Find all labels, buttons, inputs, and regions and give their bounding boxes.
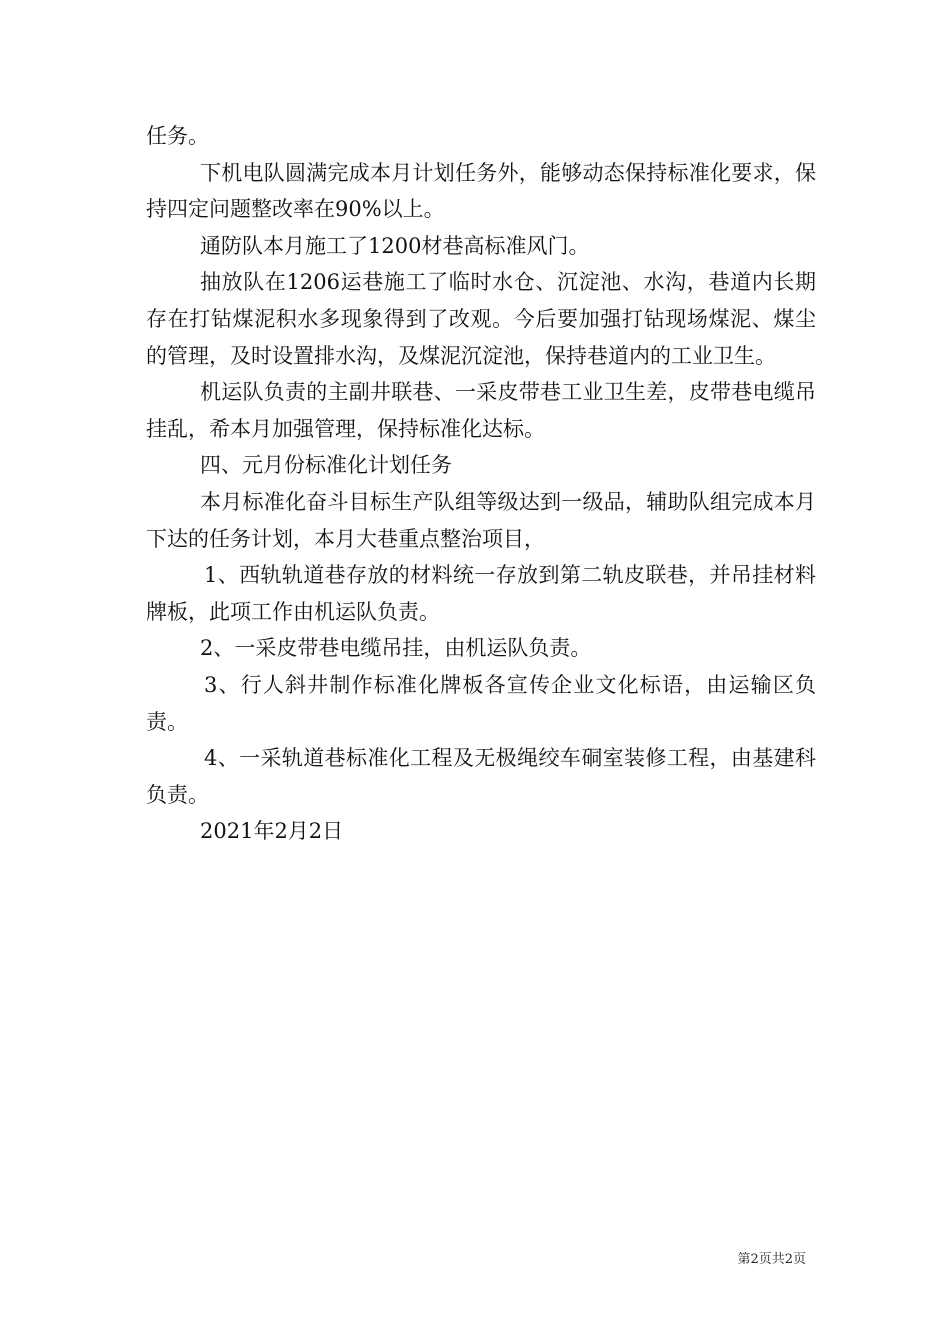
section-heading-plan: 四、元月份标准化计划任务 — [200, 453, 452, 478]
list-item-2: 2、一采皮带巷电缆吊挂，由机运队负责。 — [200, 636, 592, 661]
paragraph-monthly-goal: 本月标准化奋斗目标生产队组等级达到一级品，辅助队组完成本月下达的任务计划，本月大巷重点整治项目， — [146, 489, 816, 551]
paragraph-mechanical-team: 下机电队圆满完成本月计划任务外，能够动态保持标准化要求，保持四定问题整改率在90%以上。 — [146, 160, 816, 222]
document-date: 2021年2月2日 — [200, 819, 344, 844]
document-body — [146, 118, 816, 850]
paragraph-ventilation-team: 通防队本月施工了1200材巷高标准风门。 — [200, 233, 590, 258]
paragraph-drainage-team: 抽放队在1206运巷施工了临时水仓、沉淀池、水沟，巷道内长期存在打钻煤泥积水多现象得到了改观。今后要加强打钻现场煤泥、煤尘的管理，及时设置排水沟，及煤泥沉淀池，保持巷道内的工业卫生。 — [146, 270, 816, 368]
paragraph-transport-team: 机运队负责的主副井联巷、一采皮带巷工业卫生差，皮带巷电缆吊挂乱，希本月加强管理，保持标准化达标。 — [146, 380, 816, 441]
paragraph-continuation: 任务。 — [146, 124, 209, 148]
list-item-3: 3、行人斜井制作标准化牌板各宣传企业文化标语，由运输区负责。 — [146, 672, 816, 734]
page-number-footer: 第2页共2页 — [737, 1252, 806, 1267]
list-item-4: 4、一采轨道巷标准化工程及无极绳绞车硐室装修工程，由基建科负责。 — [146, 746, 816, 807]
list-item-1: 1、西轨轨道巷存放的材料统一存放到第二轨皮联巷，并吊挂材料牌板，此项工作由机运队负责。 — [146, 563, 816, 624]
